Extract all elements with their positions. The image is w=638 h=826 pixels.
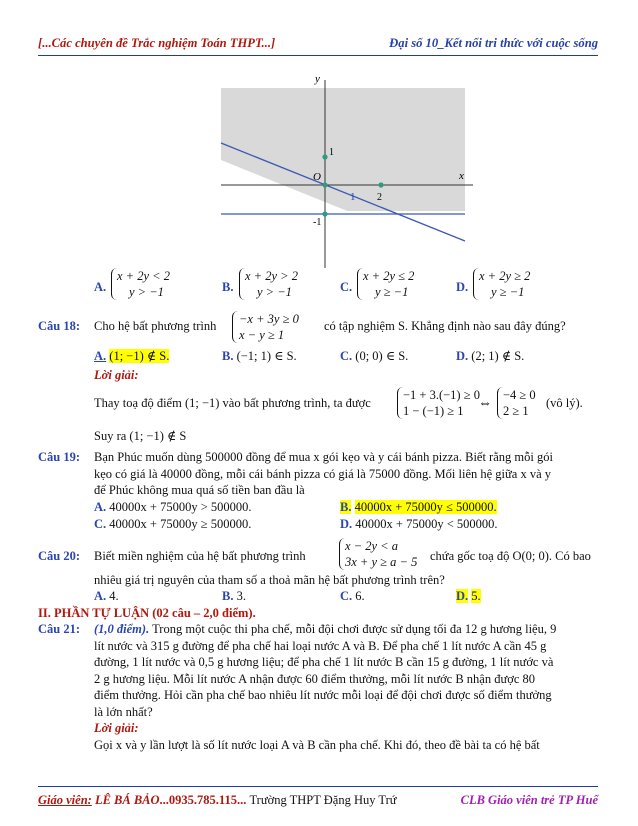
header-left-title: [...Các chuyên đề Trắc nghiệm Toán THPT...] <box>38 36 276 50</box>
q19-option-a-label: A. <box>94 500 107 514</box>
q18-conclusion: Suy ra (1; −1) ∉ S <box>94 429 187 443</box>
q20-option-b[interactable] <box>222 589 246 604</box>
q18-option-a[interactable] <box>94 348 169 364</box>
option-c-line2: y ≥ −1 <box>375 285 409 299</box>
q18-option-c-label: C. <box>340 349 353 363</box>
tick-y-minus1: -1 <box>313 217 322 228</box>
q21-points: (1,0 điểm). <box>94 622 150 636</box>
q21-line3: đường, 1 lít nước và 0,5 g hương liệu; để pha chế 1 lít nước B cần 15 g đường, 1 lít nước và <box>94 655 554 669</box>
q18-option-b-label: B. <box>222 349 234 363</box>
q18-system <box>232 311 299 343</box>
q18-system-line1: −x + 3y ≥ 0 <box>239 312 299 326</box>
option-a-label: A. <box>94 280 107 294</box>
q19-option-d-text: 40000x + 75000y < 500000. <box>355 517 498 531</box>
option-d-label: D. <box>456 280 469 294</box>
q19-line1: Bạn Phúc muốn dùng 500000 đồng để mua x gói kẹo và y cái bánh pizza. Biết rằng mỗi gói <box>94 450 553 464</box>
q20-option-c-text: 6. <box>355 589 365 603</box>
option-d-system <box>473 268 530 300</box>
option-c-line1: x + 2y ≤ 2 <box>363 269 415 283</box>
section-2-title: II. PHẦN TỰ LUẬN (02 câu – 2,0 điểm). <box>38 606 256 620</box>
q18-option-a-text: (1; −1) ∉ S. <box>109 349 170 363</box>
q19-line3: để Phúc không mua quá số tiền ban đầu là <box>94 483 305 497</box>
q19-line2: kẹo có giá là 40000 đồng, mỗi cái bánh pizza có giá là 75000 đồng. Mối liên hệ giữa x và y <box>94 466 552 481</box>
tick-x-2: 2 <box>377 192 382 203</box>
q18-sol-line1: −1 + 3.(−1) ≥ 0 <box>403 388 480 402</box>
footer-phone: ...0935.785.115... <box>159 793 247 807</box>
q21-number: Câu 21: <box>38 622 81 636</box>
q18-equiv-arrow: ⇔ <box>478 396 492 411</box>
q19-option-c-text: 40000x + 75000y ≥ 500000. <box>109 517 252 531</box>
option-b-line1: x + 2y > 2 <box>245 269 298 283</box>
q21-solution-label: Lời giải: <box>94 721 139 735</box>
header-right-title: Đại số 10_Kết nối tri thức với cuộc sống <box>389 36 598 50</box>
footer-teacher-name: LÊ BÁ BẢO <box>94 793 160 807</box>
q19-option-c[interactable] <box>94 517 251 532</box>
point-origin <box>322 182 327 187</box>
q20-line2: nhiêu giá trị nguyên của tham số a thoả mãn hệ bất phương trình trên? <box>94 573 445 587</box>
footer-club: CLB Giáo viên trẻ TP Huế <box>460 793 598 807</box>
point-0-1 <box>322 154 327 159</box>
q18-option-d[interactable] <box>456 348 524 364</box>
option-b-system <box>239 268 298 300</box>
q19-option-b[interactable] <box>340 500 497 515</box>
q21-line1: (1,0 điểm). Trong một cuộc thi pha chế, mỗi đội chơi được sử dụng tối đa 12 g hương liệu, 9 <box>94 622 557 636</box>
option-c-system <box>357 268 414 300</box>
q18-option-b-text: (−1; 1) ∈ S. <box>236 349 297 363</box>
tick-y-1: 1 <box>329 147 334 158</box>
footer-left <box>38 793 397 808</box>
region-graph <box>205 72 480 272</box>
unshaded-bottom <box>221 214 465 268</box>
option-a-line2: y > −1 <box>129 285 164 299</box>
q20-option-d-text: 5. <box>471 589 481 603</box>
q18-solution-system <box>397 387 480 419</box>
q20-option-b-label: B. <box>222 589 234 603</box>
q20-option-a-text: 4. <box>109 589 119 603</box>
q19-option-a[interactable] <box>94 500 252 515</box>
q18-sol-line2: 1 − (−1) ≥ 1 <box>403 404 464 418</box>
q19-option-b-text: 40000x + 75000y ≤ 500000. <box>354 500 497 514</box>
footer-teacher-label: Giáo viên: <box>38 793 92 807</box>
q20-option-d[interactable] <box>456 589 481 604</box>
q20-text-a: Biết miền nghiệm của hệ bất phương trình <box>94 549 306 563</box>
q18-option-b[interactable] <box>222 348 297 364</box>
q20-option-b-text: 3. <box>236 589 246 603</box>
q20-number: Câu 20: <box>38 549 81 563</box>
q20-text-b: chứa gốc toạ độ O(0; 0). Có bao <box>430 549 591 563</box>
q20-option-d-label: D. <box>456 589 469 603</box>
q18-res-line1: −4 ≥ 0 <box>503 388 536 402</box>
q19-option-d-label: D. <box>340 517 353 531</box>
q18-option-d-text: (2; 1) ∉ S. <box>471 349 525 363</box>
q18-text-b: có tập nghiệm S. Khẳng định nào sau đây đúng? <box>324 319 566 333</box>
option-a-system <box>111 268 170 300</box>
option-d-line2: y ≥ −1 <box>491 285 525 299</box>
q21-line2: lít nước và 315 g đường để pha chế hai loại nước A và B. Để pha chế 1 lít nước A cần 45 g <box>94 638 547 653</box>
option-b-line2: y > −1 <box>257 285 292 299</box>
q21-line5: điểm thưởng. Hỏi cần pha chế bao nhiêu lít nước mỗi loại để đội chơi được số điểm thưởng <box>94 688 552 702</box>
option-c-label: C. <box>340 280 353 294</box>
y-axis-label: y <box>315 73 320 85</box>
origin-label: O <box>313 171 321 183</box>
q21-line4: 2 g hương liệu. Mỗi lít nước A nhận được 60 điểm thưởng, mỗi lít nước B nhận được 80 <box>94 671 536 686</box>
q18-number: Câu 18: <box>38 319 81 333</box>
q19-number: Câu 19: <box>38 450 81 464</box>
q18-option-d-label: D. <box>456 349 469 363</box>
x-axis-label: x <box>459 170 464 182</box>
q18-text-a: Cho hệ bất phương trình <box>94 319 217 333</box>
q20-option-c[interactable] <box>340 589 365 604</box>
q19-option-b-label: B. <box>340 500 352 514</box>
q20-option-a[interactable] <box>94 589 119 604</box>
q19-option-d[interactable] <box>340 517 498 532</box>
option-b-label: B. <box>222 280 234 294</box>
q20-system-line1: x − 2y < a <box>345 539 398 553</box>
q17-options <box>94 268 614 308</box>
footer-school: Trường THPT Đặng Huy Trứ <box>249 793 397 807</box>
q18-contradiction-note: (vô lý). <box>546 396 583 410</box>
point-2-0 <box>378 182 383 187</box>
q19-option-a-text: 40000x + 75000y > 500000. <box>109 500 252 514</box>
header-divider <box>38 55 598 56</box>
q18-solution-label: Lời giải: <box>94 368 139 382</box>
q18-system-line2: x − y ≥ 1 <box>239 328 285 342</box>
q19-option-c-label: C. <box>94 517 107 531</box>
q18-option-c-text: (0; 0) ∈ S. <box>355 349 409 363</box>
point-0-minus1 <box>322 211 327 216</box>
option-d-line1: x + 2y ≥ 2 <box>479 269 531 283</box>
q20-option-a-label: A. <box>94 589 107 603</box>
q20-system <box>339 538 417 570</box>
q18-option-c[interactable] <box>340 348 408 364</box>
q21-solution-line: Gọi x và y lần lượt là số lít nước loại A và B cần pha chế. Khi đó, theo đề bài ta có hệ bất <box>94 737 540 752</box>
q18-solution-text: Thay toạ độ điểm (1; −1) vào bất phương trình, ta được <box>94 396 371 410</box>
q21-body <box>94 621 604 753</box>
q18-option-a-label: A. <box>94 349 107 363</box>
q18-result-system <box>497 387 536 419</box>
q18-res-line2: 2 ≥ 1 <box>503 404 529 418</box>
tick-x-1: 1 <box>350 191 356 203</box>
q20-system-line2: 3x + y ≥ a − 5 <box>345 555 418 569</box>
option-a-line1: x + 2y < 2 <box>117 269 170 283</box>
q20-option-c-label: C. <box>340 589 353 603</box>
q21-line6: là lớn nhất? <box>94 704 153 719</box>
q19-body <box>94 449 604 499</box>
footer-divider <box>38 786 598 787</box>
